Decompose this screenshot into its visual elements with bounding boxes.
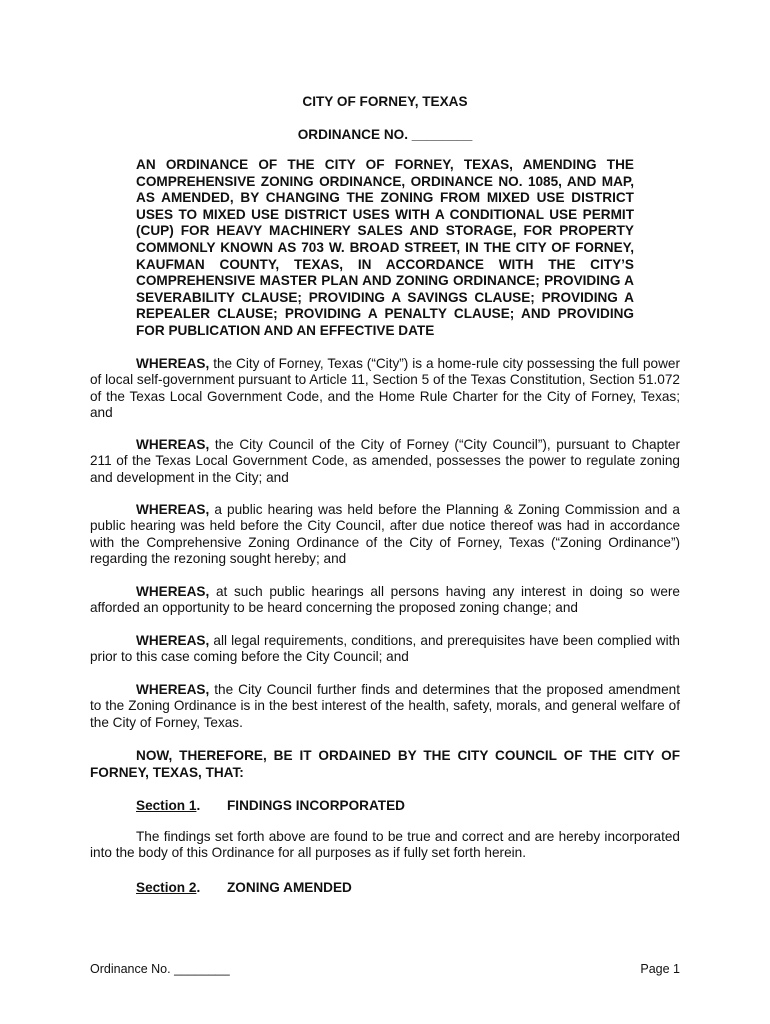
section-2-heading <box>136 879 352 896</box>
whereas-paragraph-4 <box>90 584 680 617</box>
whereas-text: the City Council further finds and determines that the proposed amendment to the Zoning Ordinance is in the best interest of the health, safety, morals, and general welfare of the City of Forney, Texas. <box>90 682 680 730</box>
section-1-dot: . <box>196 798 201 813</box>
whereas-lead: WHEREAS, <box>136 356 210 371</box>
footer-ordinance-number: Ordinance No. ________ <box>90 962 230 976</box>
document-title: CITY OF FORNEY, TEXAS <box>302 94 468 109</box>
section-1-heading <box>136 797 405 814</box>
section-1-body: The findings set forth above are found to be true and correct and are hereby incorporated into the body of this Ordinance for all purposes as if fully set forth herein. <box>90 829 680 861</box>
footer-page-number: Page 1 <box>640 962 680 976</box>
ordinance-number-line: ORDINANCE NO. ________ <box>297 127 473 142</box>
whereas-paragraph-1 <box>90 356 680 421</box>
section-1-title: FINDINGS INCORPORATED <box>227 798 405 813</box>
whereas-text: a public hearing was held before the Planning & Zoning Commission and a public hearing was held before the City Council, after due notice thereof was had in accordance with the Comprehensive Zoning Ordinance of the City of Forney, Texas (“Zoning Ordinance”) regarding the rezoning sought hereby; and <box>90 502 680 566</box>
section-2-title: ZONING AMENDED <box>227 880 352 895</box>
whereas-lead: WHEREAS, <box>136 682 210 697</box>
whereas-paragraph-5 <box>90 633 680 666</box>
whereas-paragraph-6 <box>90 682 680 731</box>
whereas-paragraph-3 <box>90 502 680 567</box>
now-therefore-clause: NOW, THEREFORE, BE IT ORDAINED BY THE CITY COUNCIL OF THE CITY OF FORNEY, TEXAS, THAT: <box>90 748 680 780</box>
whereas-lead: WHEREAS, <box>136 584 210 599</box>
whereas-paragraph-2 <box>90 437 680 486</box>
section-2-dot: . <box>196 880 201 895</box>
whereas-text: at such public hearings all persons having any interest in doing so were afforded an opportunity to be heard concerning the proposed zoning change; and <box>90 584 680 616</box>
whereas-text: all legal requirements, conditions, and prerequisites have been complied with prior to this case coming before the City Council; and <box>90 633 680 665</box>
section-2-number: Section 2 <box>136 880 197 895</box>
section-1-number: Section 1 <box>136 798 197 813</box>
whereas-lead: WHEREAS, <box>136 633 210 648</box>
whereas-text: the City Council of the City of Forney (“City Council”), pursuant to Chapter 211 of the Texas Local Government Code, as amended, possesses the power to regulate zoning and development in the City; and <box>90 437 680 485</box>
whereas-lead: WHEREAS, <box>136 437 210 452</box>
ordinance-caption: AN ORDINANCE OF THE CITY OF FORNEY, TEXAS, AMENDING THE COMPREHENSIVE ZONING ORDINANCE, ORDINANCE NO. 1085, AND MAP, AS AMENDED, BY CHANGING THE ZONING FROM MIXED USE DISTRICT USES TO MIXED USE DISTRICT USES WITH A CONDITIONAL USE PERMIT (CUP) FOR HEAVY MACHINERY SALES AND STORAGE, FOR PROPERTY COMMONLY KNOWN AS 703 W. BROAD STREET, IN THE CITY OF FORNEY, KAUFMAN COUNTY, TEXAS, IN ACCORDANCE WITH THE CITY’S COMPREHENSIVE MASTER PLAN AND ZONING ORDINANCE; PROVIDING A SEVERABILITY CLAUSE; PROVIDING A SAVINGS CLAUSE; PROVIDING A REPEALER CLAUSE; PROVIDING A PENALTY CLAUSE; AND PROVIDING FOR PUBLICATION AND AN EFFECTIVE DATE <box>136 157 634 338</box>
whereas-text: the City of Forney, Texas (“City”) is a home-rule city possessing the full power of local self-government pursuant to Article 11, Section 5 of the Texas Constitution, Section 51.072 of the Texas Local Government Code, and the Home Rule Charter for the City of Forney, Texas; and <box>90 356 680 420</box>
whereas-lead: WHEREAS, <box>136 502 210 517</box>
